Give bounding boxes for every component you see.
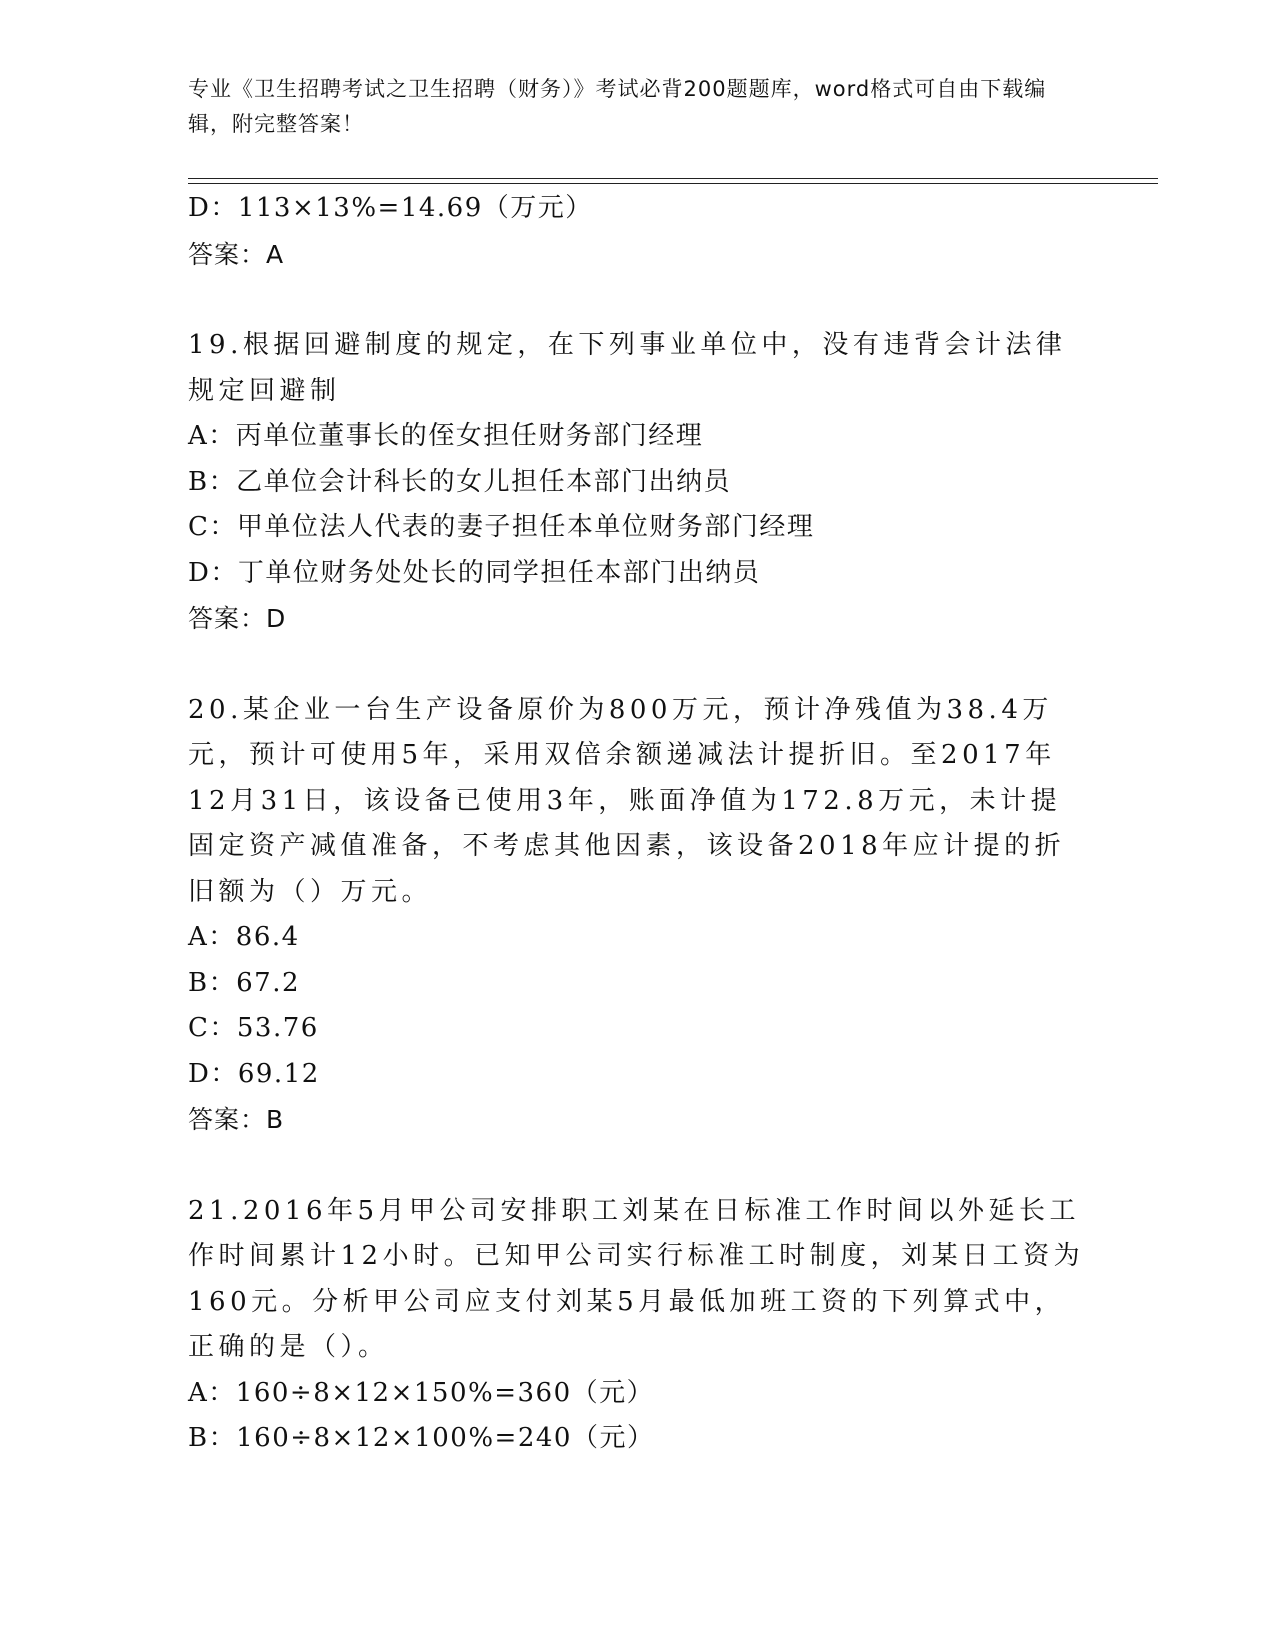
- option-c: C：甲单位法人代表的妻子担任本单位财务部门经理: [188, 512, 815, 542]
- document-body: [188, 186, 1088, 1462]
- prev-question-answer: 答案：A: [188, 239, 285, 269]
- option-a: A：86.4: [188, 922, 300, 952]
- option-d: D：丁单位财务处处长的同学担任本部门出纳员: [188, 557, 761, 588]
- prev-question-option-d: D：113×13%=14.69（万元）: [188, 193, 593, 223]
- page-header: 专业《卫生招聘考试之卫生招聘（财务）》考试必背200题题库，word格式可自由下载编辑，附完整答案！: [188, 77, 1047, 136]
- option-b: B：乙单位会计科长的女儿担任本部门出纳员: [188, 466, 732, 497]
- question-20: [188, 688, 1088, 1143]
- question-stem: 21.2016年5月甲公司安排职工刘某在日标准工作时间以外延长工作时间累计12小时。已知甲公司实行标准工时制度，刘某日工资为160元。分析甲公司应支付刘某5月最低加班工资的下列算式中，正确的是（）。: [188, 1195, 1085, 1362]
- question-stem: 20.某企业一台生产设备原价为800万元，预计净残值为38.4万元，预计可使用5年，采用双倍余额递减法计提折旧。至2017年12月31日，该设备已使用3年，账面净值为172.8万元，未计提固定资产减值准备，不考虑其他因素，该设备2018年应计提的折旧额为（）万元。: [188, 694, 1066, 907]
- option-b: B：67.2: [188, 967, 300, 998]
- header-divider-top: [188, 178, 1158, 179]
- option-a: A：丙单位董事长的侄女担任财务部门经理: [188, 421, 704, 451]
- question-21: [188, 1189, 1088, 1462]
- option-c: C：53.76: [188, 1013, 319, 1043]
- option-d: D：69.12: [188, 1058, 320, 1089]
- question-19: [188, 323, 1088, 642]
- option-b: B：160÷8×12×100%=240（元）: [188, 1423, 655, 1453]
- question-answer: 答案：D: [188, 604, 287, 633]
- question-stem: 19.根据回避制度的规定，在下列事业单位中，没有违背会计法律规定回避制: [188, 330, 1067, 406]
- question-answer: 答案：B: [188, 1105, 285, 1134]
- option-a: A：160÷8×12×150%=360（元）: [188, 1377, 655, 1408]
- header-divider-bottom: [188, 183, 1158, 184]
